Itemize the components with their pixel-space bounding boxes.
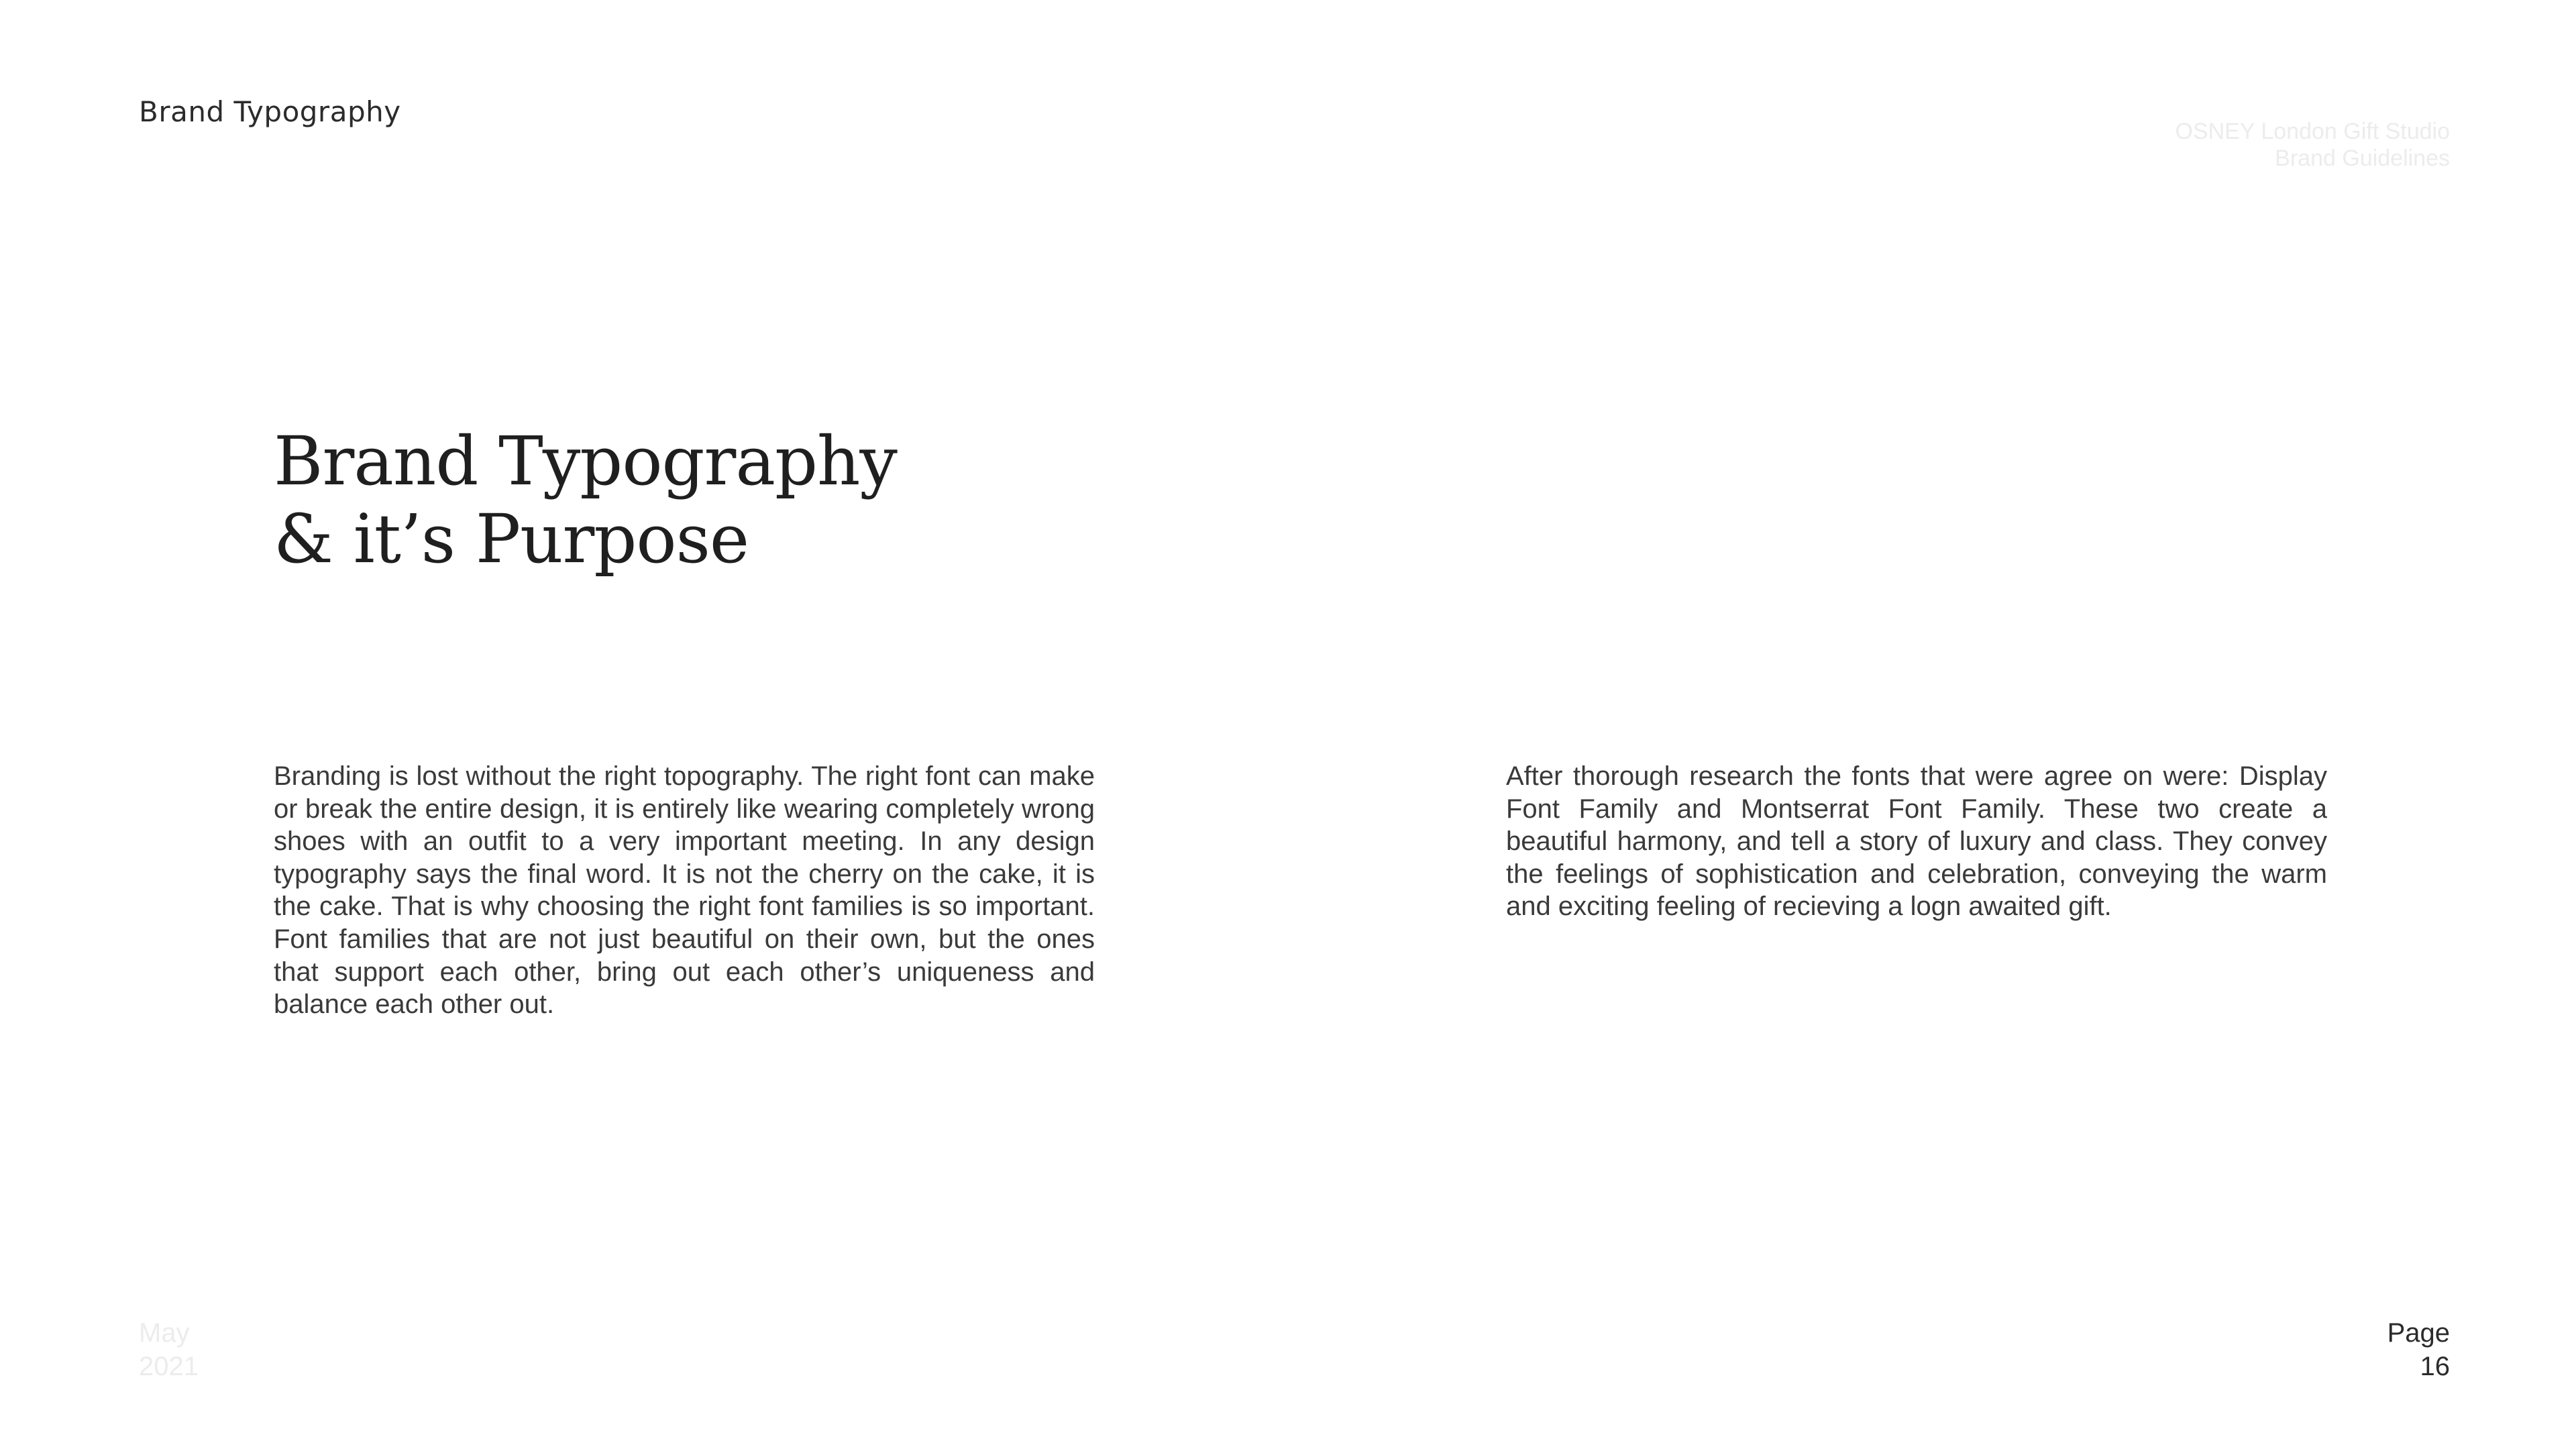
page-title-line1: Brand Typography [274, 422, 897, 500]
body-paragraph-right: After thorough research the fonts that were agree on were: Display Font Family and Montserrat Font Family. These two create a beautiful harmony, and tell a story of luxury and class. They convey the feelings of sophistication and celebration, conveying the warm and exciting feeling of recieving a logn awaited gift. [1506, 761, 2327, 922]
page-title [274, 423, 897, 578]
studio-name: OSNEY London Gift Studio [2175, 119, 2450, 144]
page-title-line2: & it’s Purpose [274, 500, 749, 578]
footer-month: May [139, 1318, 190, 1348]
page-label: Page [2387, 1318, 2450, 1348]
page-indicator [2387, 1316, 2450, 1383]
document-type: Brand Guidelines [2275, 146, 2450, 171]
footer-year: 2021 [139, 1352, 199, 1381]
document-meta [2175, 118, 2450, 172]
body-paragraph-left: Branding is lost without the right topography. The right font can make or break the entire design, it is entirely like wearing completely wrong shoes with an outfit to a very important meeting. In any design typography says the final word. It is not the cherry on the cake, it is the cake. That is why choosing the right font families is so important. Font families that are not just beautiful on their own, but the ones that support each other, bring out each other’s uniqueness and balance each other out. [274, 761, 1095, 1020]
section-label: Brand Typography [139, 95, 401, 128]
footer-date [139, 1316, 199, 1383]
page-number: 16 [2420, 1352, 2450, 1381]
